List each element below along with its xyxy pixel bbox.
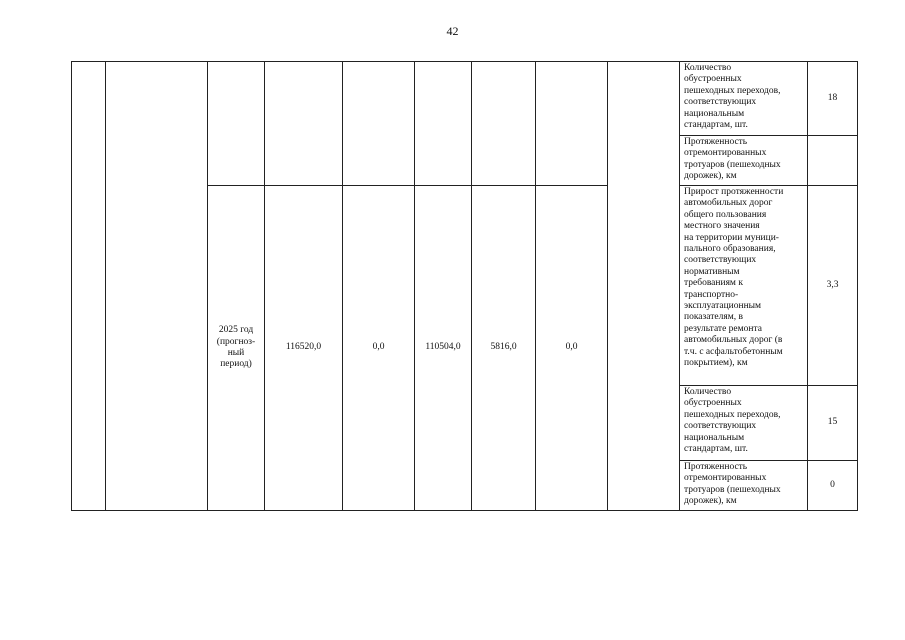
indicator-name-cell: Протяженность отремонтированных тротуаров (пешеходных дорожек), км — [680, 461, 808, 511]
empty-cell-prev-total — [265, 62, 343, 186]
indicator-name-cell: Протяженность отремонтированных тротуаров (пешеходных дорожек), км — [680, 136, 808, 186]
indicator-name-cell: Количество обустроенных пешеходных переходов, соответствующих национальным стандартам, шт. — [680, 62, 808, 136]
period-cell: 2025 год (прогноз- ный период) — [208, 186, 265, 511]
indicator-value-cell: 18 — [808, 62, 858, 136]
page-number: 42 — [446, 24, 459, 38]
empty-cell-col2 — [106, 62, 208, 511]
empty-cell-col9 — [608, 62, 680, 511]
program-indicators-table — [71, 61, 858, 511]
indicator-value-cell: 3,3 — [808, 186, 858, 386]
indicator-value-cell — [808, 136, 858, 186]
amount-col3-cell: 110504,0 — [415, 186, 472, 511]
indicator-name-cell: Прирост протяженности автомобильных дорог общего пользования местного значения на территории муници- пального образования, соответствующих нормативным требованиям к транспортно- эксплуатационным показателям, в результате ремонта автомобильных дорог (в т.ч. с асфальтобетонным покрытием), км — [680, 186, 808, 386]
empty-cell-prev-c3 — [415, 62, 472, 186]
empty-cell-prev-c5 — [536, 62, 608, 186]
empty-cell-prev-c2 — [343, 62, 415, 186]
amount-col5-cell: 0,0 — [536, 186, 608, 511]
empty-cell-prev-period — [208, 62, 265, 186]
empty-cell-col1 — [72, 62, 106, 511]
indicator-value-cell: 15 — [808, 386, 858, 461]
amount-col4-cell: 5816,0 — [472, 186, 536, 511]
amount-col2-cell: 0,0 — [343, 186, 415, 511]
empty-cell-prev-c4 — [472, 62, 536, 186]
amount-total-cell: 116520,0 — [265, 186, 343, 511]
indicator-name-cell: Количество обустроенных пешеходных переходов, соответствующих национальным стандартам, шт. — [680, 386, 808, 461]
indicator-value-cell: 0 — [808, 461, 858, 511]
